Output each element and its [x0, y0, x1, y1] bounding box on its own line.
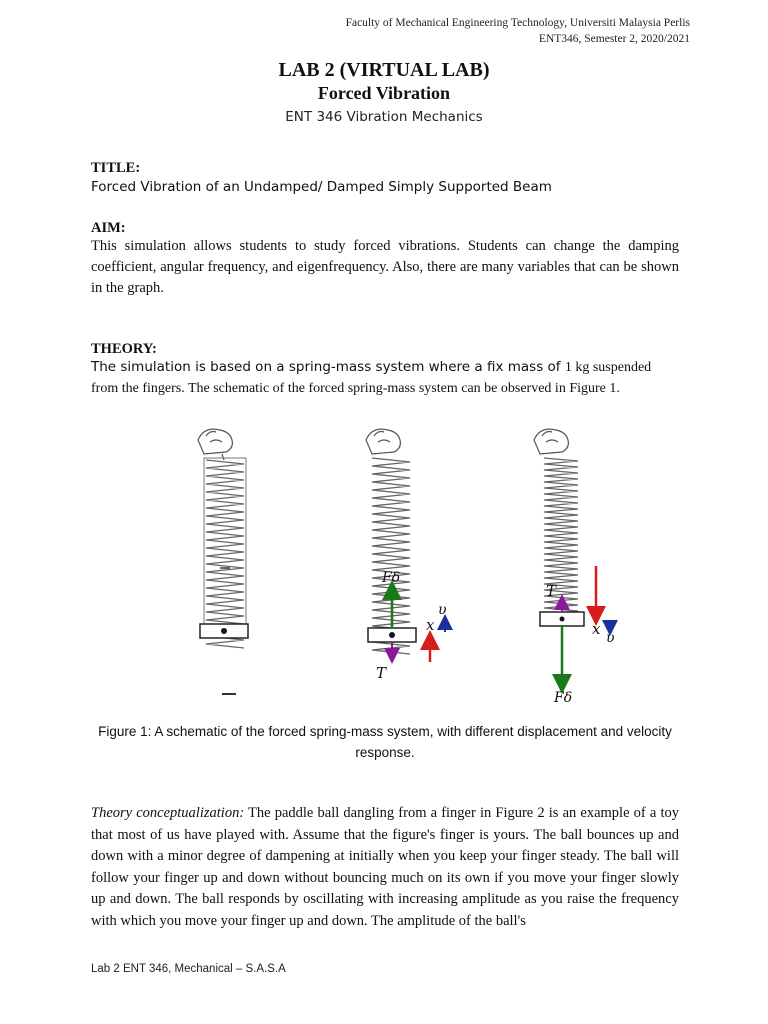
theory-text — [91, 357, 679, 399]
page-header — [346, 15, 690, 47]
hand-icon-2 — [366, 429, 400, 454]
label-v-3: υ — [606, 630, 615, 646]
theory-text-part1: The simulation is based on a spring-mass system where a fix mass of — [91, 359, 565, 375]
label-f-delta: Fδ — [382, 570, 401, 586]
title-label: TITLE: — [91, 160, 141, 176]
concept-lead: Theory conceptualization: — [91, 805, 245, 821]
spring-1 — [204, 458, 246, 648]
label-x-3: x — [592, 620, 601, 638]
aim-text: This simulation allows students to study forced vibrations. Students can change the damping coefficient, angular frequency, and eigenfrequency. Also, there are many variables that can be shown in the graph. — [91, 238, 679, 296]
title-block — [0, 58, 768, 126]
aim-label: AIM: — [91, 220, 126, 236]
header-faculty: Faculty of Mechanical Engineering Technology, Universiti Malaysia Perlis — [345, 17, 690, 29]
hand-icon-3 — [534, 429, 568, 454]
figure-caption: Figure 1: A schematic of the forced spring-mass system, with different displacement and velocity response. — [98, 724, 672, 760]
label-v-2: υ — [438, 602, 447, 618]
lab-title: LAB 2 (VIRTUAL LAB) — [278, 59, 490, 81]
label-t-3: T — [546, 582, 557, 600]
system-1 — [198, 429, 248, 694]
label-x-2: x — [426, 616, 435, 634]
title-text: Forced Vibration of an Undamped/ Damped Simply Supported Beam — [91, 179, 552, 195]
label-f-delta-bottom: Fδ — [554, 690, 573, 706]
system-3 — [534, 429, 615, 706]
page-footer: Lab 2 ENT 346, Mechanical – S.A.S.A — [91, 963, 286, 975]
concept-paragraph — [91, 803, 679, 933]
theory-text-part2: 1 kg suspended from the fingers. The schematic of the forced spring-mass system can be observed in Figure 1. — [91, 360, 652, 396]
hand-icon-1 — [198, 429, 232, 460]
theory-label: THEORY: — [91, 341, 157, 357]
system-2 — [366, 429, 447, 682]
concept-text: The paddle ball dangling from a finger in Figure 2 is an example of a toy that most of us have played with. Assume that the figure's finger is yours. The ball bounces up and down with a minor degree of dampening at initially when you keep your finger steady. The ball will follow your finger up and down without bouncing much on its own if you move your finger slowly up and down. The ball responds by oscillating with increasing amplitude as you raise the frequency with which you move your finger up and down. The amplitude of the ball's — [91, 805, 679, 929]
label-t-2: T — [376, 664, 387, 682]
topic-title: Forced Vibration — [317, 83, 451, 103]
course-name: ENT 346 Vibration Mechanics — [285, 109, 483, 125]
spring-mass-figure — [170, 418, 630, 708]
header-course-semester: ENT346, Semester 2, 2020/2021 — [538, 33, 690, 45]
